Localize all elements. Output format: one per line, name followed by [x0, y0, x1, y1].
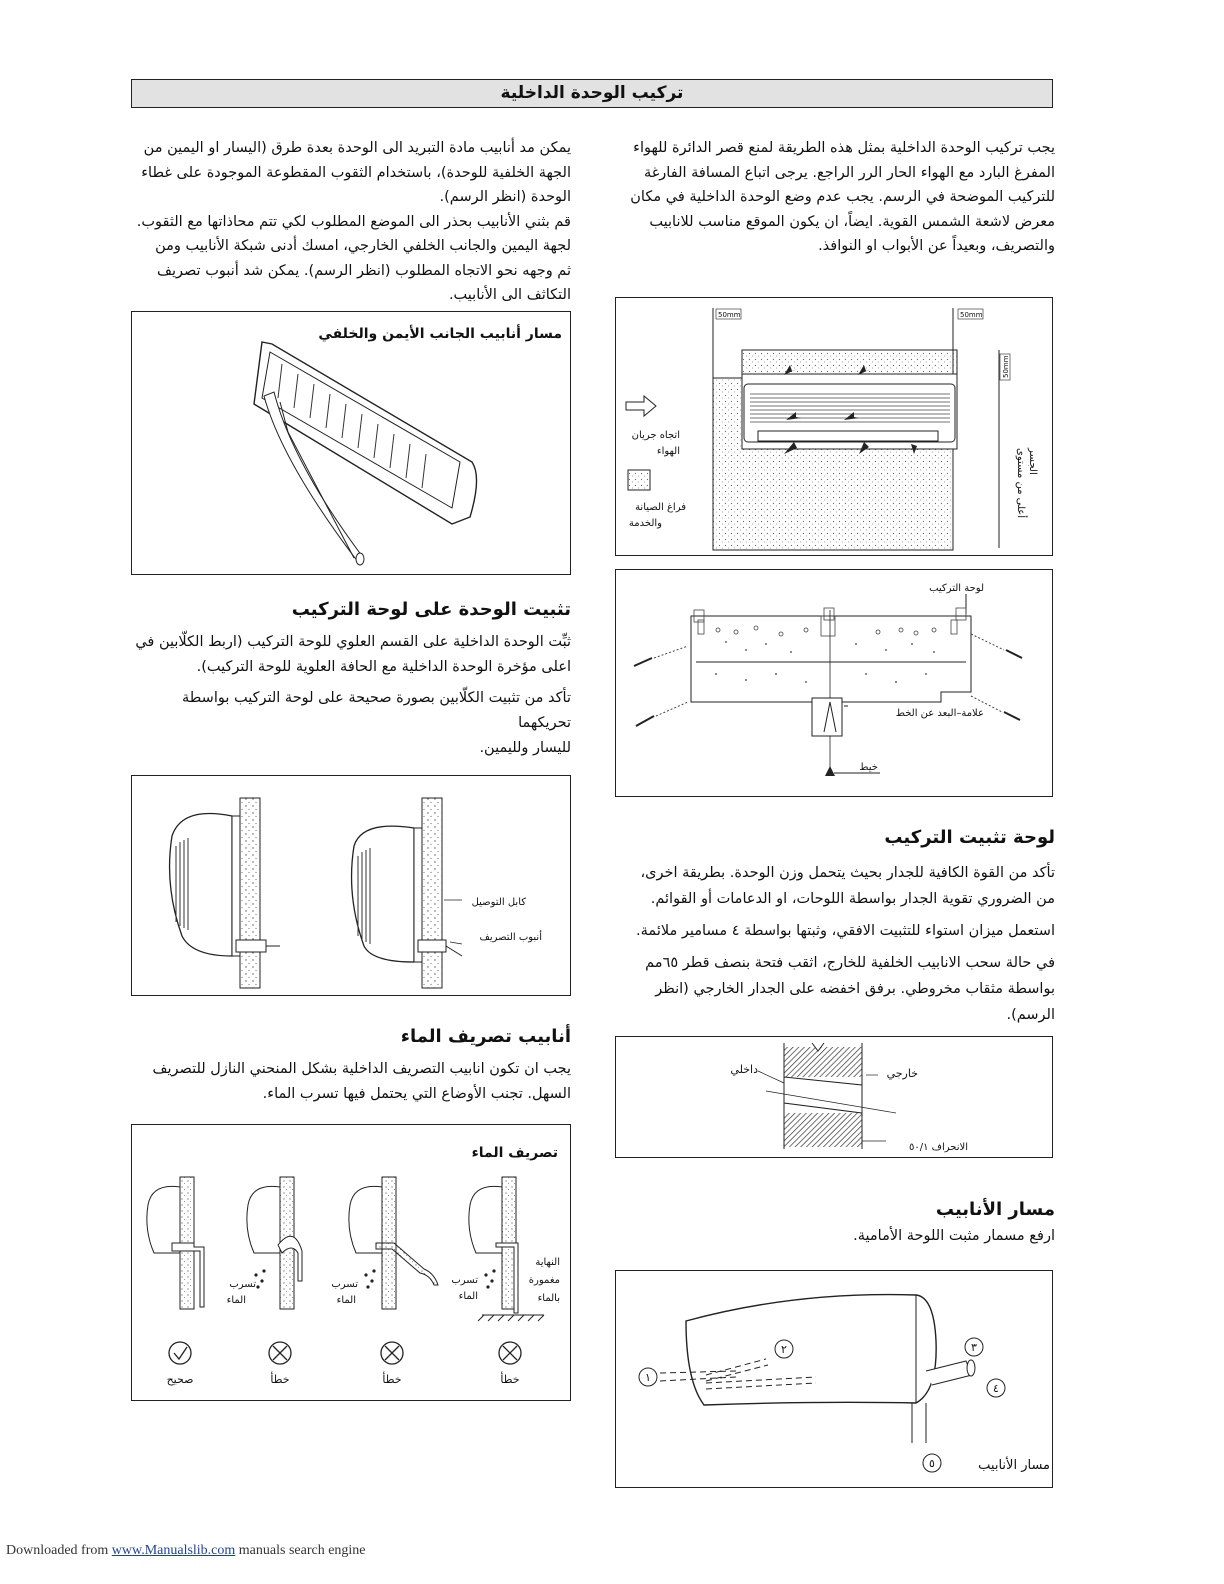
label-outside: خارجي	[886, 1067, 918, 1080]
leak-label-c1: تسرب	[451, 1275, 478, 1286]
text-line: معرض لاشعة الشمس القوية. ايضاً، ان يكون الموقع مناسب للانابيب	[649, 213, 1055, 230]
text-line: ثبِّت الوحدة الداخلية على القسم العلوي للوحة التركيب (اربط الكلّابين في	[135, 634, 571, 650]
legend-service-2: والخدمة	[628, 518, 662, 529]
page-title: تركيب الوحدة الداخلية	[131, 79, 1053, 108]
text-line: السهل. تجنب الأوضاع التي يحتمل فيها تسرب الماء.	[262, 1085, 571, 1102]
text-line: اعلى مؤخرة الوحدة الداخلية مع الحافة العلوية للوحة التركيب).	[196, 659, 571, 675]
piping-direction-figure	[615, 1270, 1053, 1488]
legend-service-1: فراغ الصيانة	[635, 502, 686, 513]
piping-route-text	[615, 1224, 1055, 1249]
label-drain-hose: أنبوب التصريف	[479, 932, 542, 943]
text-line: يجب ان تكون انابيب التصريف الداخلية بشكل المنحني النازل للتصريف	[152, 1061, 571, 1077]
label-plate: لوحة التركيب	[929, 583, 984, 594]
rear-pipe-route-figure	[131, 311, 571, 575]
leak-label-b1: تسرب	[331, 1279, 358, 1290]
footer-suffix: manuals search engine	[238, 1543, 366, 1558]
text-line: والتصريف، وبعيداً عن الأبواب او النوافذ.	[818, 238, 1055, 254]
wall-section-figure	[615, 1036, 1053, 1158]
drain-heading: أنابيب تصريف الماء	[400, 1026, 571, 1047]
text-line: التكاثف الى الأنابيب.	[448, 287, 571, 303]
submerged-label-3: بالماء	[537, 1293, 560, 1304]
mounting-plate-text	[615, 860, 1055, 1028]
height-label-1: أعلى من مستوى	[1015, 448, 1026, 519]
text-line: يجب تركيب الوحدة الداخلية بمثل هذه الطريقة لمنع قصر الدائرة للهواء	[633, 140, 1055, 156]
leak-label-c2: الماء	[458, 1291, 478, 1302]
drain-text	[131, 1057, 571, 1106]
route-1-label: ١	[645, 1371, 651, 1384]
route-3-label: ٣	[971, 1341, 977, 1354]
route-4-label: ٤	[993, 1382, 999, 1395]
text-line: الرسم).	[1006, 1007, 1055, 1023]
piping-route-heading: مسار الأنابيب	[935, 1199, 1055, 1220]
text-line: ارفع مسمار مثبت اللوحة الأمامية.	[853, 1228, 1055, 1244]
text-line: الوحدة (انظر الرسم).	[439, 189, 571, 205]
footer-prefix: Downloaded from	[6, 1543, 109, 1558]
text-line: من الضروري تقوية الجدار بواسطة اللوحات، او الدعامات أو القوائم.	[650, 891, 1055, 907]
airflow-arrow-icon	[626, 396, 656, 416]
leak-label-a1: تسرب	[229, 1279, 256, 1290]
text-line: تأكد من القوة الكافية للجدار بحيث يتحمل وزن الوحدة. بطريقة اخرى،	[640, 865, 1055, 881]
text-line: قم بثني الأنابيب بحذر الى الموضع المطلوب لكي تتم محاذاتها مع الثقوب.	[136, 213, 571, 230]
side-view-figure	[131, 775, 571, 996]
legend-airflow-2: الهواء	[656, 446, 680, 457]
left-intro-text	[131, 136, 571, 308]
label-slope: الانحراف ٥٠/١	[908, 1142, 968, 1153]
leak-label-b2: الماء	[336, 1295, 356, 1306]
right-intro-text	[615, 136, 1055, 259]
mounting-plate-heading: لوحة تثبيت التركيب	[884, 827, 1055, 848]
submerged-label-2: مغمورة	[528, 1275, 560, 1286]
label-cable: كابل التوصيل	[471, 897, 526, 908]
text-line: استعمل ميزان استواء للتثبيت الافقي، وثبتها بواسطة ٤ مسامير ملائمة.	[636, 923, 1055, 939]
fixing-text	[131, 630, 571, 761]
status-wrong-1: خطأ	[270, 1373, 290, 1386]
status-wrong-3: خطأ	[500, 1373, 520, 1386]
drain-caption: تصريف الماء	[471, 1145, 558, 1161]
clearance-figure	[615, 297, 1053, 556]
text-line: في حالة سحب الانابيب الخلفية للخارج، اثقب فتحة بنصف قطر ٦٥مم	[645, 955, 1055, 971]
label-inside: داخلي	[730, 1063, 758, 1076]
text-line: المفرغ البارد مع الهواء الحار الرر الراجع. يرجى اتباع المسافة الفارغة	[643, 164, 1055, 181]
footer-link[interactable]: www.Manualslib.com	[111, 1543, 236, 1558]
drain-figure	[131, 1124, 571, 1401]
dim-top-label: 50mm	[1002, 355, 1010, 378]
status-wrong-2: خطأ	[382, 1373, 402, 1386]
footer	[6, 1543, 366, 1559]
text-line: لليسار ولليمين.	[479, 740, 571, 756]
text-line: لجهة اليمين والجانب الخلفي الخارجي، امسك أدنى شبكة الأنابيب ومن	[155, 238, 571, 254]
text-line: بواسطة مثقاب مخروطي. برفق اخفضه على الجدار الخارجي (انظر	[655, 981, 1055, 997]
submerged-label-1: النهاية	[535, 1257, 560, 1268]
text-line: يمكن مد أنابيب مادة التبريد الى الوحدة بعدة طرق (اليسار او اليمين من	[143, 140, 571, 156]
fixing-heading: تثبيت الوحدة على لوحة التركيب	[291, 599, 571, 620]
piping-route-caption: مسار الأنابيب	[978, 1458, 1050, 1473]
mounting-plate-figure	[615, 569, 1053, 797]
label-mark: علامة–البعد عن الخط	[895, 708, 984, 719]
text-line: الجهة الخلفية للوحدة)، باستخدام الثقوب المقطوعة الموجودة على غطاء	[141, 164, 571, 181]
label-string: خيط	[859, 762, 878, 773]
text-line: ثم وجهه نحو الاتجاه المطلوب (انظر الرسم). يمكن شد أنبوب تصريف	[156, 262, 571, 279]
dim-left-label: 50mm	[718, 311, 741, 319]
route-2-label: ٢	[781, 1343, 787, 1356]
route-5-label: ٥	[929, 1457, 935, 1470]
dim-right-label: 50mm	[960, 311, 983, 319]
service-space-swatch	[628, 470, 650, 490]
text-line: للتركيب الموضحة في الرسم. يجب عدم وضع الوحدة الداخلية في مكان	[630, 189, 1055, 205]
status-correct: صحيح	[166, 1373, 194, 1386]
leak-label-a2: الماء	[226, 1295, 246, 1306]
height-label-2: الجسر	[1027, 448, 1038, 475]
text-line: تأكد من تثبيت الكلّابين بصورة صحيحة على لوحة التركيب بواسطة تحريكهما	[182, 690, 571, 731]
legend-airflow-1: اتجاه جريان	[631, 430, 680, 441]
check-icon	[169, 1342, 191, 1364]
rear-pipe-caption: مسار أنابيب الجانب الأيمن والخلفي	[318, 326, 562, 342]
